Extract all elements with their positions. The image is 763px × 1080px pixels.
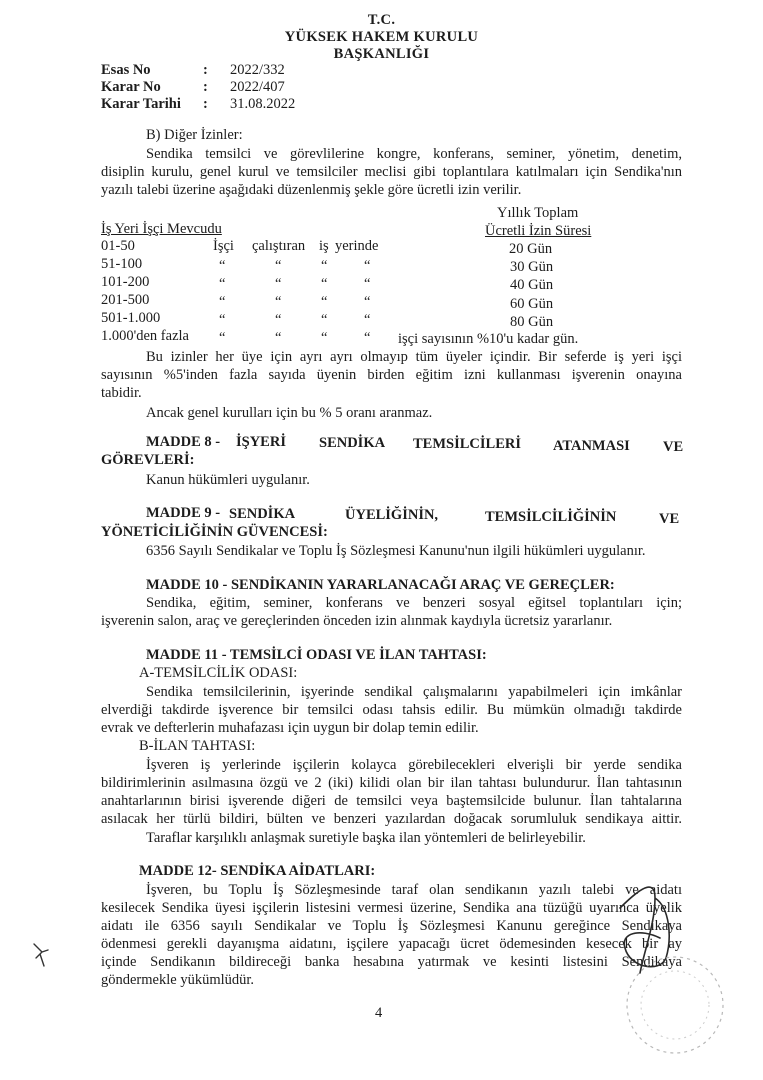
madde12-line1: İşveren, bu Toplu İş Sözleşmesinde taraf olan sendikanın yazılı talebi ve aidatı: [146, 882, 682, 898]
table-word-calistiran: çalıştıran: [252, 238, 306, 254]
madde11-a-line3: evrak ve defterlerin muhafazası için uygun bir dolap temin edilir.: [101, 720, 479, 736]
table-ditto: “: [364, 330, 371, 346]
madde10-title: MADDE 10 - SENDİKANIN YARARLANACAĞI ARAÇ VE GEREÇLER:: [146, 577, 615, 593]
section-b-para3: Ancak genel kurulları için bu % 5 oranı aranmaz.: [146, 405, 433, 421]
table-row-range: 01-50: [101, 238, 135, 254]
table-row-range: 501-1.000: [101, 310, 161, 326]
case-sep-karar: :: [203, 79, 208, 95]
madde12-line5: içinde Sendikanın bildireceği banka hesabına yatırmak ve kesinti listesini Sendikaya: [101, 954, 682, 970]
madde11-sub-b: B-İLAN TAHTASI:: [139, 738, 256, 754]
section-b-para2-line1: Bu izinler her üye için ayrı ayrı olmayıp tüm üyeler içindir. Bir seferde iş yeri işçi: [146, 349, 682, 365]
madde8-text: Kanun hükümleri uygulanır.: [146, 472, 310, 488]
madde12-line6: göndermekle yükümlüdür.: [101, 972, 255, 988]
madde9-title-word: VE: [659, 511, 680, 527]
table-row-range: 101-200: [101, 274, 150, 290]
madde9-title-word: SENDİKA: [229, 506, 296, 522]
table-row-range: 1.000'den fazla: [101, 328, 189, 344]
madde8-title-word: İŞYERİ: [236, 434, 286, 450]
section-b-para1-line3: yazılı talebi üzerine aşağıdaki düzenlenmiş şekle göre ücretli izin verilir.: [101, 182, 522, 198]
table-ditto: “: [364, 276, 371, 292]
table-word-is: iş: [319, 238, 329, 254]
table-ditto: “: [275, 330, 282, 346]
madde8-title-word: MADDE 8 -: [146, 434, 221, 450]
table-ditto: “: [364, 258, 371, 274]
table-ditto: “: [364, 312, 371, 328]
table-word-isci: İşçi: [213, 238, 234, 254]
case-label-karar: Karar No: [101, 79, 161, 95]
table-row-days: işçi sayısının %10'u kadar gün.: [398, 331, 579, 347]
madde11-b-line5: Taraflar karşılıklı anlaşmak suretiyle başka ilan yöntemleri de belirleyebilir.: [146, 830, 586, 846]
table-ditto: “: [275, 312, 282, 328]
madde11-b-line3: anahtarlarının birisi işverende diğeri de temsilci veya baştemsilcide bulunur. İlan tahtalarına: [101, 793, 682, 809]
madde10-line1: Sendika, eğitim, seminer, konferans ve benzeri sosyal eğitsel toplantıları için;: [146, 595, 682, 611]
madde8-title-line2: GÖREVLERİ:: [101, 452, 195, 468]
table-header-annual-line2: Ücretli İzin Süresi: [485, 223, 592, 239]
table-header-workers: İş Yeri İşçi Mevcudu: [101, 221, 222, 237]
section-b-para1-line2: disiplin kurulu, genel kurul ve temsilciler meclisi gibi toplantılara katılmaları için Sendika'nın: [101, 164, 682, 180]
table-row-range: 201-500: [101, 292, 150, 308]
case-sep-date: :: [203, 96, 208, 112]
table-ditto: “: [219, 258, 226, 274]
table-row-days: 30 Gün: [510, 259, 554, 275]
table-ditto: “: [321, 330, 328, 346]
header-institution: YÜKSEK HAKEM KURULU: [284, 29, 479, 45]
table-row-days: 20 Gün: [509, 241, 553, 257]
madde8-title-word: VE: [663, 439, 684, 455]
madde12-title: MADDE 12- SENDİKA AİDATLARI:: [139, 863, 376, 879]
section-b-para1-line1: Sendika temsilci ve görevlilerine kongre, konferans, seminer, yönetim, denetim,: [146, 146, 682, 162]
madde8-title-word: ATANMASI: [553, 438, 630, 454]
madde12-line2: kesilecek Sendika üyesi işçilerin listesini vermesi üzerine, Sendika ana tüzüğü uyarınca üyelik: [101, 900, 682, 916]
madde9-title-word: TEMSİLCİLİĞİNİN: [485, 509, 617, 525]
table-ditto: “: [321, 258, 328, 274]
left-margin-initial: [28, 940, 54, 970]
table-ditto: “: [219, 276, 226, 292]
madde11-b-line1: İşveren iş yerlerinde işçilerin kolayca görebilecekleri elverişli bir yerde sendika: [146, 757, 682, 773]
table-ditto: “: [321, 276, 328, 292]
madde11-b-line4: asılacak her türlü bildiri, bülten ve benzeri yazılardan doğacak sorumluluk sendikaya aittir.: [101, 811, 682, 827]
table-ditto: “: [219, 330, 226, 346]
table-row-days: 60 Gün: [510, 296, 554, 312]
table-ditto: “: [275, 276, 282, 292]
table-ditto: “: [321, 294, 328, 310]
madde9-title-word: ÜYELİĞİNİN,: [345, 507, 439, 523]
table-header-annual-line1: Yıllık Toplam: [497, 205, 579, 221]
table-ditto: “: [275, 294, 282, 310]
madde9-title-word: MADDE 9 -: [146, 505, 221, 521]
case-value-esas: 2022/332: [230, 62, 285, 78]
madde9-title-line2: YÖNETİCİLİĞİNİN GÜVENCESİ:: [101, 524, 328, 540]
table-row-days: 40 Gün: [510, 277, 554, 293]
case-sep-esas: :: [203, 62, 208, 78]
madde11-b-line2: bildirimlerinin asılmasına özgü ve 2 (iki) kilidi olan bir ilan tahtası bulundurur. İlan tahtasının: [101, 775, 682, 791]
madde9-text: 6356 Sayılı Sendikalar ve Toplu İş Sözleşmesi Kanunu'nun ilgili hükümleri uygulanır.: [146, 543, 646, 559]
case-value-date: 31.08.2022: [230, 96, 296, 112]
table-row-days: 80 Gün: [510, 314, 554, 330]
madde11-a-line1: Sendika temsilcilerinin, işyerinde sendikal çalışmalarını yapabilmeleri için imkânlar: [146, 684, 682, 700]
table-word-yerinde: yerinde: [335, 238, 379, 254]
table-ditto: “: [219, 312, 226, 328]
case-label-esas: Esas No: [101, 62, 151, 78]
header-department: BAŞKANLIĞI: [333, 46, 430, 62]
table-ditto: “: [321, 312, 328, 328]
case-label-date: Karar Tarihi: [101, 96, 181, 112]
header-tc: T.C.: [367, 12, 396, 28]
section-b-para2-line2: sayısının %5'inden fazla sayıda üyenin birden eğitim izni kullanması işverenin onayına: [101, 367, 682, 383]
madde11-title: MADDE 11 - TEMSİLCİ ODASI VE İLAN TAHTASI:: [146, 647, 487, 663]
madde11-a-line2: elverdiği takdirde işverence bir temsilci odası tahsis edilir. Bu mümkün olmadığı takdirde: [101, 702, 682, 718]
page-number: 4: [375, 1005, 383, 1021]
section-b-para2-line3: tabidir.: [101, 385, 142, 401]
table-ditto: “: [364, 294, 371, 310]
madde10-line2: işverenin salon, araç ve gereçlerinden önceden izin alınmak kaydıyla ücretsiz yararlanır.: [101, 613, 613, 629]
case-value-karar: 2022/407: [230, 79, 285, 95]
madde12-line3: aidatı ile 6356 sayılı Sendikalar ve Toplu İş Sözleşmesi Kanunu gereğince Sendikaya: [101, 918, 682, 934]
table-row-range: 51-100: [101, 256, 143, 272]
madde8-title-word: TEMSİLCİLERİ: [413, 436, 521, 452]
madde12-line4: ödenmesi gerekli dayanışma aidatını, işçilere yapacağı ücret ödemesinden kesecek bir ay: [101, 936, 682, 952]
stamp-seal: [620, 950, 730, 1060]
table-ditto: “: [275, 258, 282, 274]
table-ditto: “: [219, 294, 226, 310]
madde8-title-word: SENDİKA: [319, 435, 386, 451]
madde11-sub-a: A-TEMSİLCİLİK ODASI:: [139, 665, 298, 681]
section-b-title: B) Diğer İzinler:: [146, 127, 243, 143]
